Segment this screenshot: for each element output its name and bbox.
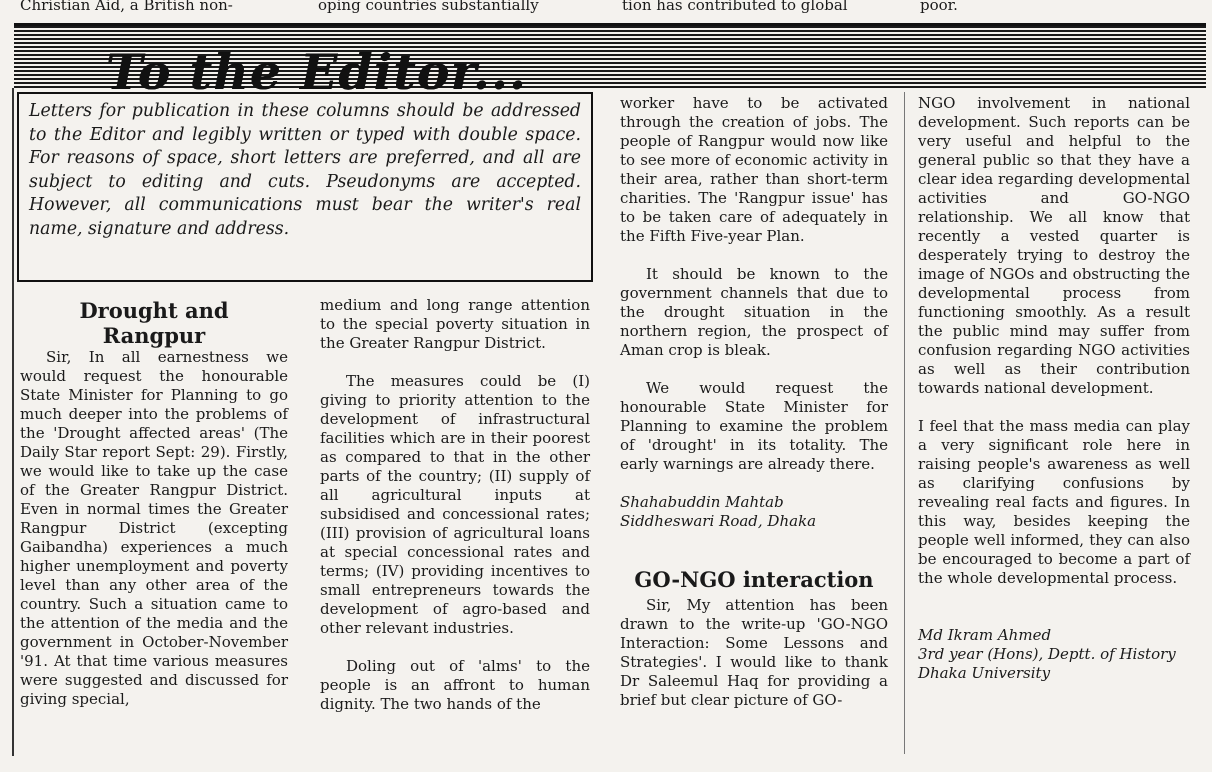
letter-paragraph: worker have to be activated through the creation of jobs. The people of Rangpur would now like to see more of economic activity in their area, rather than short-term charities. The 'Rangpur issue' has to be taken care of adequately in the Fifth Five-year Plan. (620, 94, 888, 245)
section-banner (14, 23, 1206, 101)
letter-paragraph: It should be known to the government channels that due to the drought situation in the northern region, the prospect of Aman crop is bleak. (620, 265, 888, 359)
signature-institution: Dhaka University (918, 664, 1051, 682)
letter-paragraph: I feel that the mass media can play a very significant role here in raising people's awareness as well as clarifying confusions by revealing real facts and figures. In this way, besides keeping the people well informed, they can also be encouraged to become a part of the whole developmental process. (918, 417, 1190, 587)
letter-paragraph: Sir, In all earnestness we would request the honourable State Minister for Planning to go much deeper into the problems of the 'Drought affected areas' (The Daily Star report Sept: 29). Firstly, we would like to take up the case of the Greater Rangpur District. Even in normal times the Greater Rangpur District (excepting Gaibandha) experiences a much higher unemployment and poverty level than any other area of the country. Such a situation came to the attention of the media and the government in October-November '91. At that time various measures were suggested and discussed for giving special, (20, 348, 288, 708)
column-1 (20, 298, 288, 709)
column-rule (904, 92, 905, 754)
signature-name: Md Ikram Ahmed (918, 626, 1052, 644)
letter-paragraph: The measures could be (I) giving to priority attention to the development of infrastructural facilities which are in their poorest as compared to that in the other parts of the country; (II) supply of all agricultural inputs at subsidised and concessional rates; (III) provision of agricultural loans at special concessional rates and terms; (IV) providing incentives to small entrepreneurs towards the development of agro-based and other relevant industries. (320, 372, 590, 637)
previous-article-fragment (0, 0, 1212, 15)
fragment-col2: oping countries substantially (318, 0, 539, 14)
letter-headline: Drought and Rangpur (79, 298, 229, 348)
signature-affiliation: 3rd year (Hons), Deptt. of History (918, 645, 1176, 663)
fragment-col4: poor. (920, 0, 958, 14)
fragment-col3: tion has contributed to global (622, 0, 848, 14)
column-2 (320, 296, 590, 714)
column-4 (918, 94, 1190, 683)
section-title: To the Editor... (106, 43, 528, 101)
letter-paragraph: Doling out of 'alms' to the people is an affront to human dignity. The two hands of the (320, 657, 590, 713)
letter-paragraph: Sir, My attention has been drawn to the write-up 'GO-NGO Interaction: Some Lessons and Strategies'. I would like to thank Dr Saleemul Haq for providing a brief but clear picture of GO- (620, 596, 888, 709)
letter-paragraph: NGO involvement in national development. Such reports can be very useful and helpful to the general public so that they have a clear idea regarding developmental activities and GO-NGO relationship. We all know that recently a vested quarter is desperately trying to destroy the image of NGOs and obstructing the developmental process from functioning smoothly. As a result the public mind may suffer from confusion regarding NGO activities as well as their contribution towards national development. (918, 94, 1190, 397)
letter-paragraph: medium and long range attention to the special poverty situation in the Greater Rangpur District. (320, 296, 590, 352)
left-column-rule (12, 88, 14, 756)
signature-address: Siddheswari Road, Dhaka (620, 512, 817, 530)
letter-headline: GO-NGO interaction (634, 567, 874, 592)
editorial-notice-box (17, 92, 593, 282)
fragment-col1: Christian Aid, a British non- (20, 0, 233, 14)
signature-name: Shahabuddin Mahtab (620, 493, 784, 511)
column-3 (620, 94, 888, 710)
letter-paragraph: We would request the honourable State Minister for Planning to examine the problem of 'drought' in its totality. The early warnings are already there. (620, 379, 888, 473)
editorial-notice-text: Letters for publication in these columns should be addressed to the Editor and legibly written or typed with double space. For reasons of space, short letters are preferred, and all are subject to editing and cuts. Pseudonyms are accepted. However, all communications must bear the writer's real name, signature and address. (29, 101, 581, 239)
